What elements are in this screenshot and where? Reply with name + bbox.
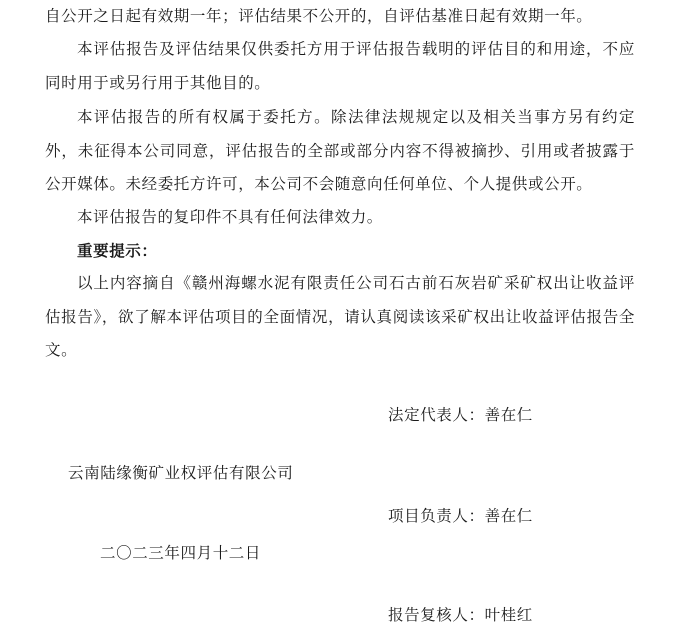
- important-notice-heading: 重要提示：: [77, 241, 158, 260]
- paragraph-ownership: 本评估报告的所有权属于委托方。除法律法规规定以及相关当事方另有约定外，未征得本公司同意，评估报告的全部或部分内容不得被摘抄、引用或者披露于公开媒体。未经委托方许可，本公司不会随意向任何单位、个人提供或公开。: [45, 108, 635, 193]
- paragraph-excerpt-notice: 以上内容摘自《赣州海螺水泥有限责任公司石古前石灰岩矿采矿权出让收益评估报告》，欲了解本评估项目的全面情况，请认真阅读该采矿权出让收益评估报告全文。: [45, 274, 635, 359]
- paragraph-copy-validity: 本评估报告的复印件不具有任何法律效力。: [77, 208, 383, 226]
- report-date: 二〇二三年四月十二日: [100, 544, 262, 562]
- project-lead-signature: 项目负责人：善在仁: [388, 507, 533, 525]
- legal-representative-signature: 法定代表人：善在仁: [388, 406, 533, 424]
- paragraph-usage: 本评估报告及评估结果仅供委托方用于评估报告载明的评估目的和用途，不应同时用于或另行用于其他目的。: [45, 40, 635, 92]
- reviewer-signature: 报告复核人：叶桂红: [388, 606, 533, 624]
- paragraph-validity: 自公开之日起有效期一年；评估结果不公开的，自评估基准日起有效期一年。: [45, 7, 593, 25]
- company-name: 云南陆缘衡矿业权评估有限公司: [68, 464, 294, 482]
